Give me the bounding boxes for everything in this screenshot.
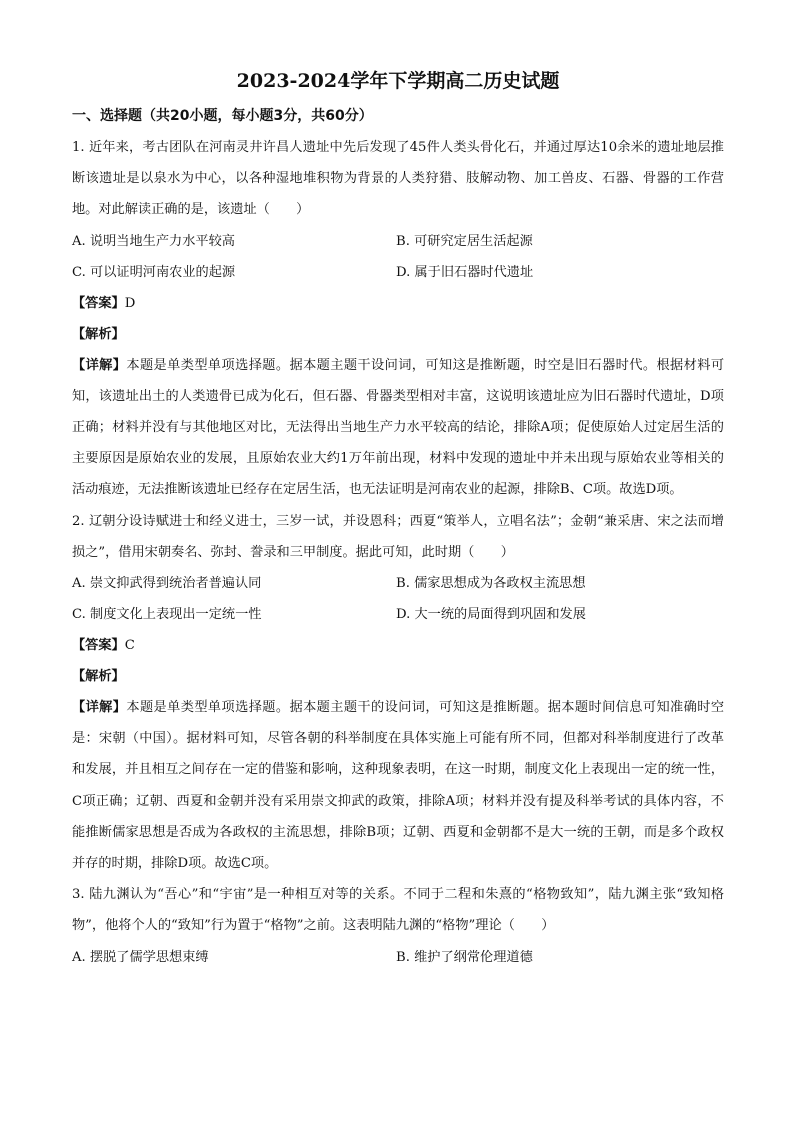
- question-2: [72, 506, 724, 880]
- question-1-option-d: D. 属于旧石器时代遗址: [396, 264, 534, 280]
- question-2-option-a: A. 崇文抑武得到统治者普遍认同: [72, 576, 262, 592]
- answer-value: D: [124, 295, 136, 311]
- detail-text: 本题是单类型单项选择题。据本题主题干设问词，可知这是推断题，时空是旧石器时代。根据材料可知，该遗址出土的人类遗骨已成为化石，但石器、骨器类型相对丰富，这说明该遗址应为旧石器时代遗址，D项正确；材料并没有与其他地区对比，无法得出当地生产力水平较高的结论，排除A项；促使原始人过定居生活的主要原因是原始农业的发展，且原始农业大约1万年前出现，材料中发现的遗址中并未出现与原始农业等相关的活动痕迹，无法推断该遗址已经存在定居生活，也无法证明是河南农业的起源，排除B、C项。故选D项。: [72, 357, 725, 498]
- section-header: 一、选择题（共20小题，每小题3分，共60分）: [72, 108, 373, 124]
- question-1-option-b: B. 可研究定居生活起源: [396, 233, 533, 249]
- analysis-tag: 【解析】: [72, 326, 125, 342]
- question-1-option-a: A. 说明当地生产力水平较高: [72, 233, 235, 249]
- question-2-option-d: D. 大一统的局面得到巩固和发展: [396, 607, 586, 623]
- answer-tag: 【答案】: [72, 638, 125, 654]
- question-1-option-c: C. 可以证明河南农业的起源: [72, 264, 236, 280]
- question-2-analysis: [72, 661, 724, 692]
- question-2-stem: 2. 辽朝分设诗赋进士和经义进士，三岁一试，并设恩科；西夏“策举人，立唱名法”；金朝“兼采唐、宋之法而增损之”，借用宋朝奏名、弥封、誊录和三甲制度。据此可知，此时期（ ）: [72, 513, 724, 560]
- question-3: [72, 879, 724, 972]
- question-3-option-b: B. 维护了纲常伦理道德: [396, 949, 533, 965]
- answer-value: C: [124, 638, 135, 654]
- question-2-detail: [72, 692, 724, 879]
- question-1: [72, 132, 724, 506]
- detail-tag: 【详解】: [72, 357, 127, 373]
- question-2-answer: [72, 630, 724, 661]
- question-1-options: [72, 226, 724, 288]
- question-2-option-b: B. 儒家思想成为各政权主流思想: [396, 576, 586, 592]
- detail-text: 本题是单类型单项选择题。据本题主题干的设问词，可知这是推断题。据本题时间信息可知准确时空是：宋朝（中国）。据材料可知，尽管各朝的科举制度在具体实施上可能有所不同，但都对科举制度进行了改革和发展，并且相互之间存在一定的借鉴和影响，这种现象表明，在这一时期，制度文化上表现出一定的统一性，C项正确；辽朝、西夏和金朝并没有采用崇文抑武的政策，排除A项；材料并没有提及科举考试的具体内容，不能推断儒家思想是否成为各政权的主流思想，排除B项；辽朝、西夏和金朝都不是大一统的王朝，而是多个政权并存的时期，排除D项。故选C项。: [72, 700, 725, 872]
- question-1-analysis: [72, 319, 724, 350]
- question-2-options: [72, 568, 724, 630]
- question-1-answer: [72, 288, 724, 319]
- question-1-detail: [72, 350, 724, 506]
- detail-tag: 【详解】: [72, 700, 127, 716]
- answer-tag: 【答案】: [72, 295, 125, 311]
- question-3-stem: 3. 陆九渊认为“吾心”和“宇宙”是一种相互对等的关系。不同于二程和朱熹的“格物致知”，陆九渊主张“致知格物”，他将个人的“致知”行为置于“格物”之前。这表明陆九渊的“格物”理论（ ）: [72, 887, 724, 934]
- analysis-tag: 【解析】: [72, 669, 125, 685]
- document-page: [72, 66, 724, 973]
- question-3-options: [72, 942, 724, 973]
- question-1-stem: 1. 近年来，考古团队在河南灵井许昌人遗址中先后发现了45件人类头骨化石，并通过厚达10余米的遗址地层推断该遗址是以泉水为中心，以各种湿地堆积物为背景的人类狩猎、肢解动物、加工兽皮、石器、骨器的工作营地。对此解读正确的是，该遗址（ ）: [72, 140, 724, 218]
- question-3-option-a: A. 摆脱了儒学思想束缚: [72, 949, 209, 965]
- page-title: 2023-2024学年下学期高二历史试题: [236, 70, 560, 92]
- question-2-option-c: C. 制度文化上表现出一定统一性: [72, 607, 262, 623]
